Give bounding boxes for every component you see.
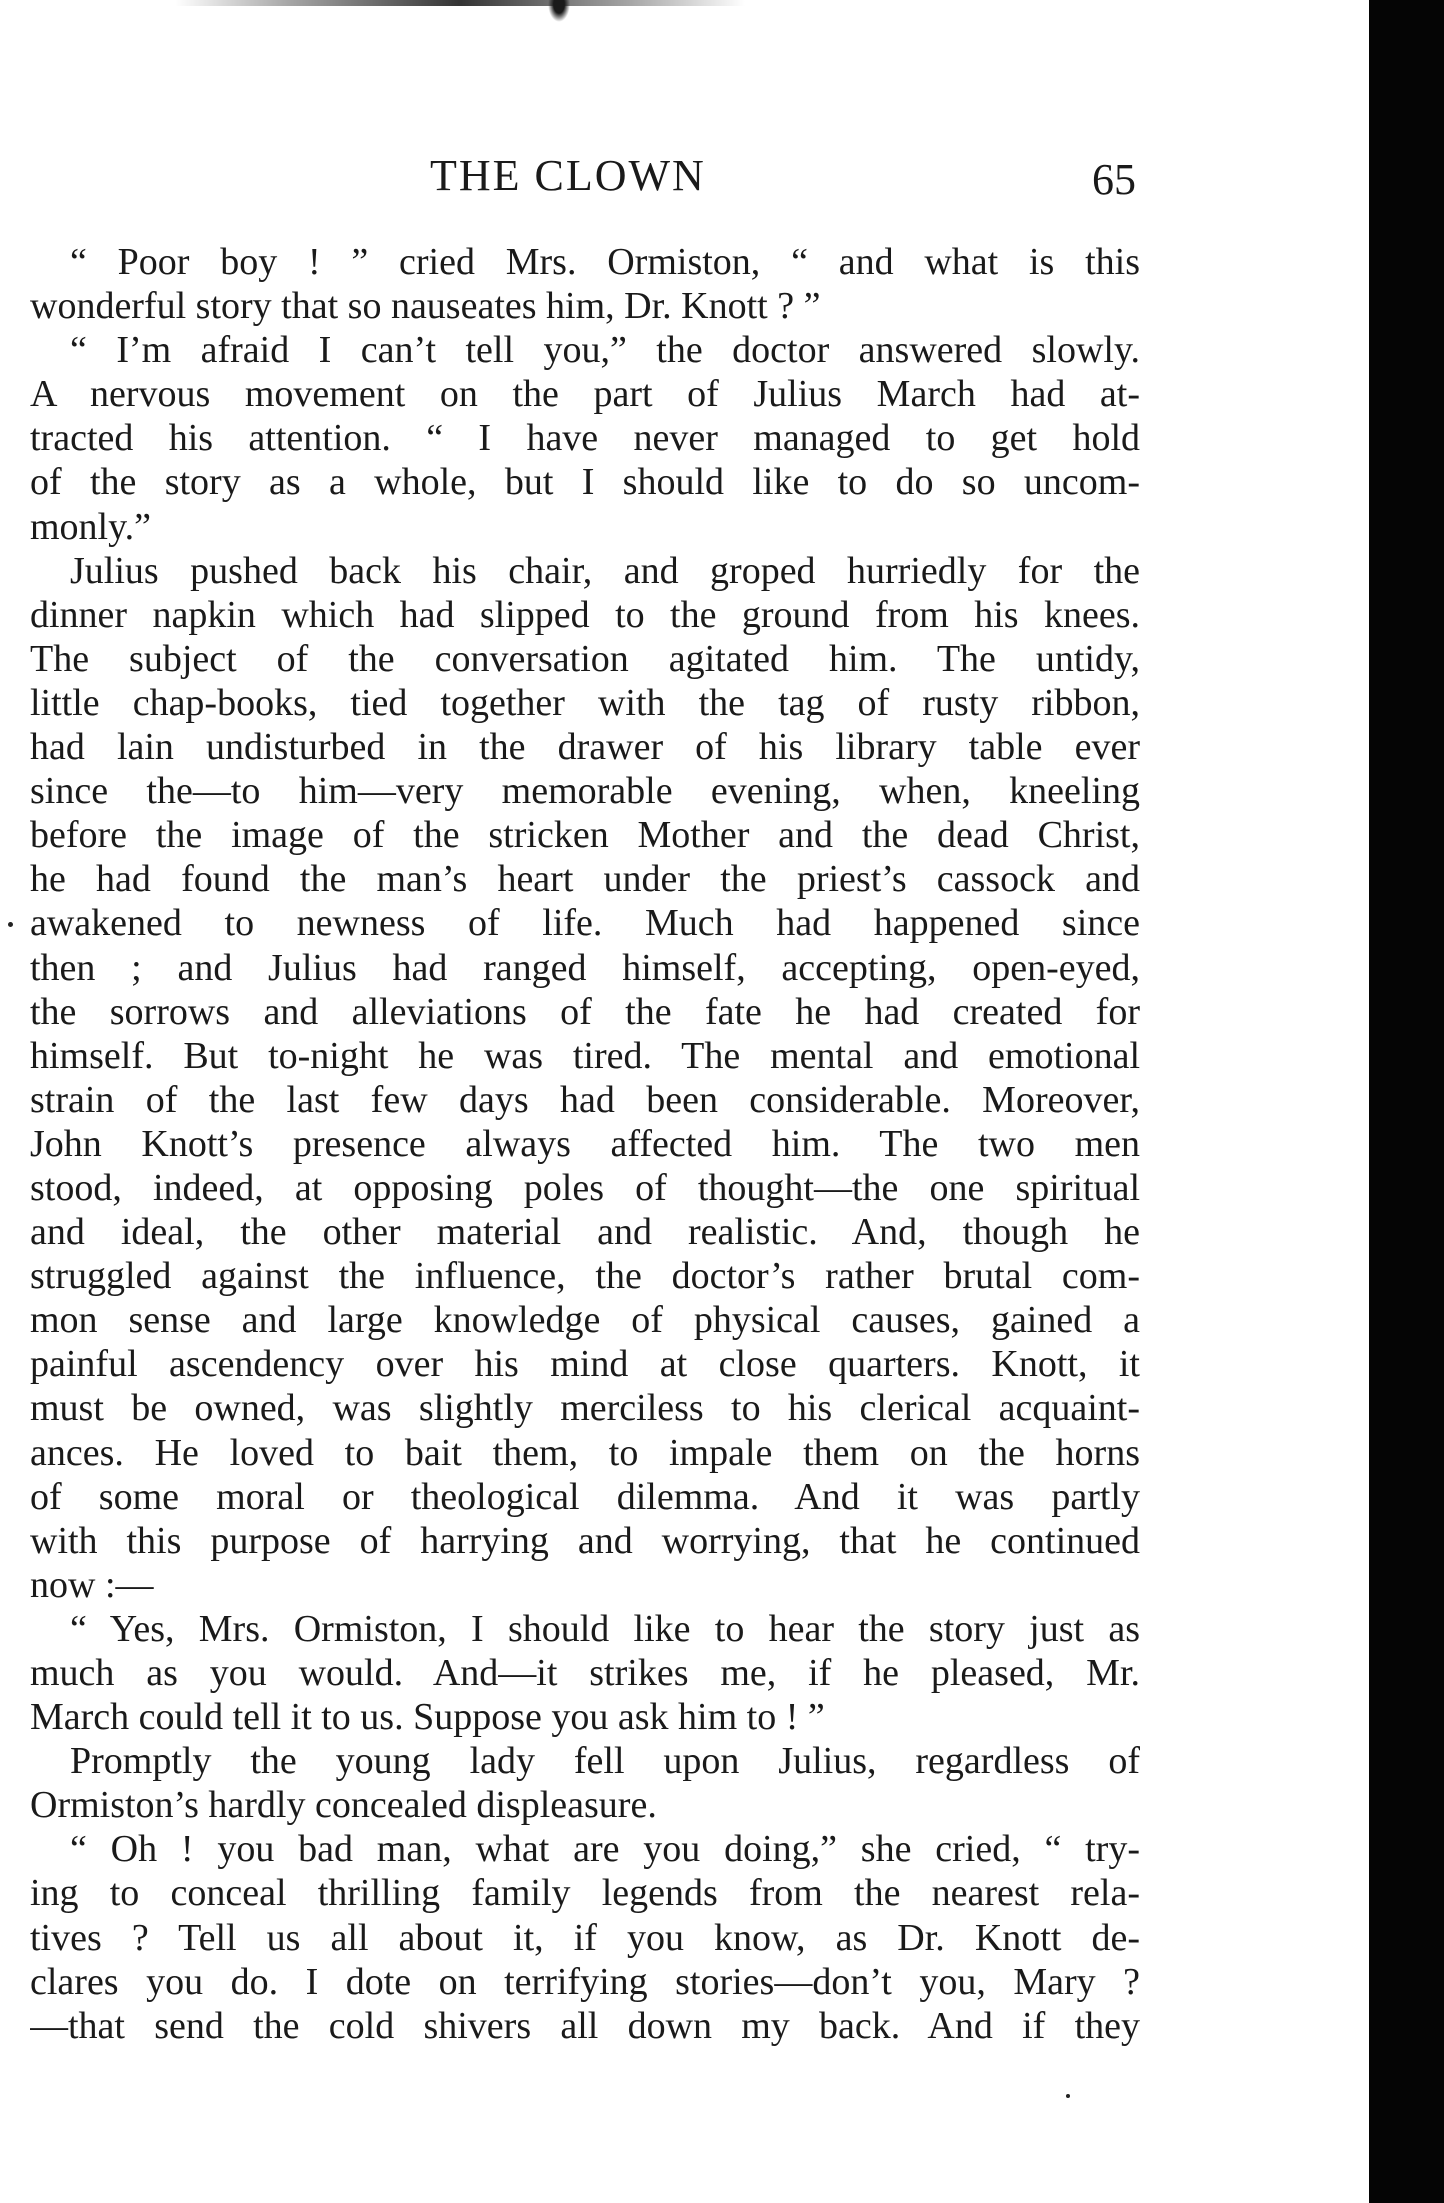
text-line: strain of the last few days had been considerable. Moreover, bbox=[30, 1078, 1140, 1121]
text-line: of the story as a whole, but I should like to do so uncom- bbox=[30, 461, 1140, 504]
page-title: THE CLOWN bbox=[430, 151, 706, 200]
text-line: painful ascendency over his mind at close quarters. Knott, it bbox=[30, 1343, 1140, 1386]
top-ornament-mark bbox=[548, 0, 570, 22]
text-line: since the—to him—very memorable evening, when, kneeling bbox=[30, 770, 1140, 813]
text-line: with this purpose of harrying and worrying, that he continued bbox=[30, 1519, 1140, 1562]
text-line: “ I’m afraid I can’t tell you,” the doctor answered slowly. bbox=[70, 329, 1140, 372]
text-line: of some moral or theological dilemma. And it was partly bbox=[30, 1475, 1140, 1518]
text-line: clares you do. I dote on terrifying stories—don’t you, Mary ? bbox=[30, 1960, 1140, 2003]
text-line: then ; and Julius had ranged himself, accepting, open-eyed, bbox=[30, 946, 1140, 989]
text-line: and ideal, the other material and realistic. And, though he bbox=[30, 1211, 1140, 1254]
body-text bbox=[30, 240, 1140, 2048]
text-line: now :— bbox=[30, 1563, 154, 1606]
text-line: tives ? Tell us all about it, if you know, as Dr. Knott de- bbox=[30, 1916, 1140, 1959]
text-line: struggled against the influence, the doctor’s rather brutal com- bbox=[30, 1255, 1140, 1298]
text-line: Ormiston’s hardly concealed displeasure. bbox=[30, 1784, 657, 1827]
text-line: Julius pushed back his chair, and groped hurriedly for the bbox=[70, 549, 1140, 592]
text-line: The subject of the conversation agitated him. The untidy, bbox=[30, 637, 1140, 680]
text-line: wonderful story that so nauseates him, Dr. Knott ? ” bbox=[30, 285, 821, 328]
text-line: tracted his attention. “ I have never managed to get hold bbox=[30, 417, 1140, 460]
text-line: dinner napkin which had slipped to the ground from his knees. bbox=[30, 593, 1140, 636]
text-line: A nervous movement on the part of Julius March had at- bbox=[30, 373, 1140, 416]
text-line: he had found the man’s heart under the priest’s cassock and bbox=[30, 858, 1140, 901]
text-line: stood, indeed, at opposing poles of thought—the one spiritual bbox=[30, 1166, 1140, 1209]
text-line: mon sense and large knowledge of physical causes, gained a bbox=[30, 1299, 1140, 1342]
text-line: himself. But to-night he was tired. The mental and emotional bbox=[30, 1034, 1140, 1077]
text-line: March could tell it to us. Suppose you ask him to ! ” bbox=[30, 1696, 825, 1739]
page-number: 65 bbox=[1092, 155, 1136, 204]
text-line: before the image of the stricken Mother and the dead Christ, bbox=[30, 814, 1140, 857]
running-head bbox=[30, 148, 1150, 208]
text-line: much as you would. And—it strikes me, if he pleased, Mr. bbox=[30, 1652, 1140, 1694]
text-line: “ Yes, Mrs. Ormiston, I should like to hear the story just as bbox=[70, 1607, 1140, 1650]
text-line: Promptly the young lady fell upon Julius, regardless of bbox=[70, 1740, 1140, 1783]
text-line: little chap-books, tied together with the tag of rusty ribbon, bbox=[30, 681, 1140, 724]
top-edge-rule bbox=[175, 0, 745, 6]
text-line: monly.” bbox=[30, 505, 152, 548]
text-line: must be owned, was slightly merciless to his clerical acquaint- bbox=[30, 1387, 1140, 1430]
scan-dark-edge bbox=[1369, 0, 1444, 2203]
text-line: ances. He loved to bait them, to impale them on the horns bbox=[30, 1431, 1140, 1474]
text-line: John Knott’s presence always affected him. The two men bbox=[30, 1122, 1140, 1165]
text-line: “ Poor boy ! ” cried Mrs. Ormiston, “ and what is this bbox=[70, 241, 1140, 283]
text-line: awakened to newness of life. Much had happened since bbox=[30, 902, 1140, 945]
text-line: “ Oh ! you bad man, what are you doing,” she cried, “ try- bbox=[70, 1828, 1140, 1871]
text-line: —that send the cold shivers all down my back. And if they bbox=[30, 2004, 1140, 2047]
text-line: the sorrows and alleviations of the fate he had created for bbox=[30, 990, 1140, 1033]
scan-speck bbox=[8, 922, 13, 927]
scan-speck bbox=[1066, 2094, 1070, 2098]
text-line: had lain undisturbed in the drawer of his library table ever bbox=[30, 726, 1140, 769]
text-line: ing to conceal thrilling family legends from the nearest rela- bbox=[30, 1872, 1140, 1915]
